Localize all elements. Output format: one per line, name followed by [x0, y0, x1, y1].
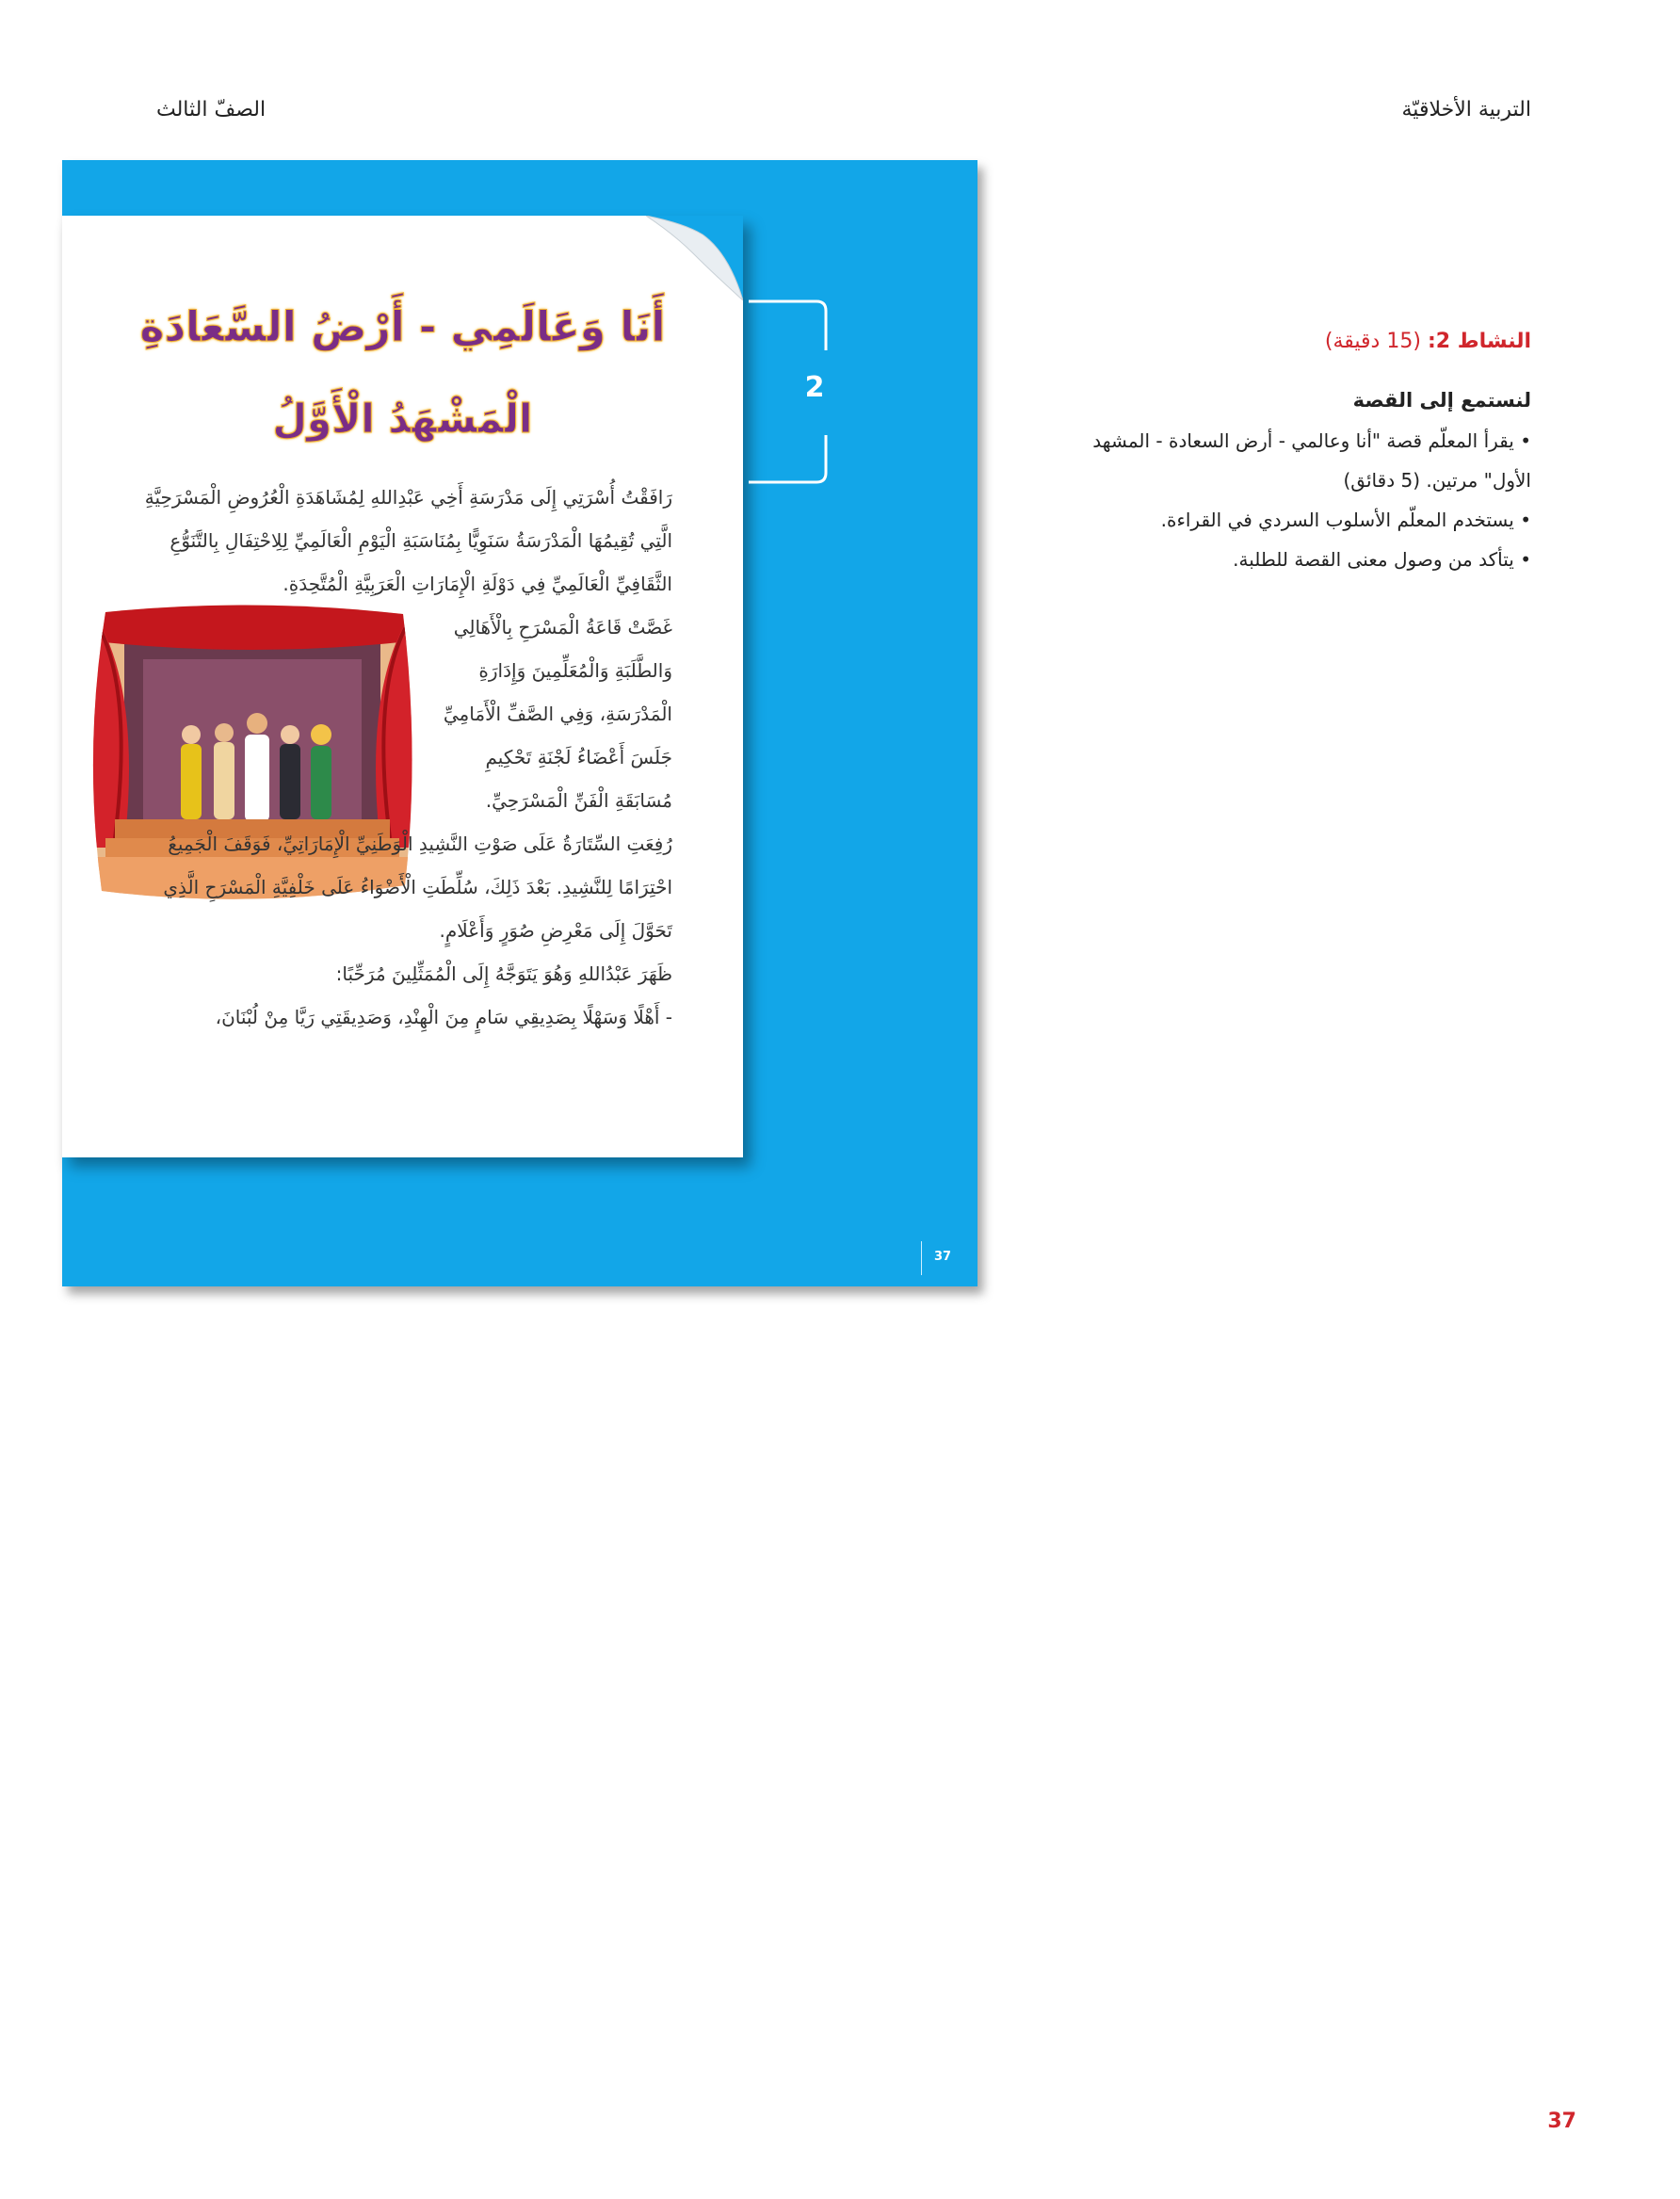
page-curl-decoration [646, 216, 743, 300]
header-grade: الصفّ الثالث [156, 98, 267, 121]
story-paragraph: غَصَّتْ قَاعَةُ الْمَسْرَحِ بِالْأَهَالِي وَالطَّلَبَةِ وَالْمُعَلِّمِينَ وَإِدَارَةِ الْمَدْرَسَةِ، وَفِي الصَّفِّ الْأَمَامِيِّ جَلَسَ أَعْضَاءُ لَجْنَةِ تَحْكِيمِ مُسَابَقَةِ الْفَنِّ الْمَسْرَحِيِّ. [443, 616, 672, 812]
page-number: 37 [1547, 2110, 1576, 2133]
story-paragraph: رَافَقْتُ أُسْرَتِي إِلَى مَدْرَسَةِ أَخِي عَبْدِاللهِ لِمُشَاهَدَةِ الْعُرُوضِ الْمَسْرَحِيَّةِ الَّتِي تُقِيمُهَا الْمَدْرَسَةُ سَنَوِيًّا بِمُنَاسَبَةِ الْيَوْمِ الْعَالَمِيِّ لِلِاحْتِفَالِ بِالتَّنَوُّعِ الثَّقَافِيِّ الْعَالَمِيِّ فِي دَوْلَةِ الْإِمَارَاتِ الْعَرَبِيَّةِ الْمُتَّحِدَةِ. [144, 486, 672, 595]
activity-duration: (15 دقيقة) [1324, 330, 1421, 353]
story-paragraph: ظَهَرَ عَبْدُاللهِ وَهُوَ يَتَوَجَّهُ إِلَى الْمُمَثِّلِينَ مُرَحِّبًا: [335, 962, 672, 985]
note-item: • يتأكد من وصول معنى القصة للطلبة. [1233, 548, 1531, 571]
note-item: • يستخدم المعلّم الأسلوب السردي في القراءة. [1160, 509, 1531, 531]
notes-subheading: لنستمع إلى القصة [1352, 389, 1531, 412]
teacher-notes [1042, 330, 1531, 579]
story-text [141, 476, 672, 1039]
story-title: أَنَا وَعَالَمِي - أَرْضُ السَّعَادَةِ [139, 303, 666, 351]
note-item: • يقرأ المعلّم قصة "أنا وعالمي - أرض السعادة - المشهد الأول" مرتين. (5 دقائق) [1092, 429, 1531, 492]
story-paragraph: رُفِعَتِ السِّتَارَةُ عَلَى صَوْتِ النَّشِيدِ الْوَطَنِيِّ الْإِمَارَاتِيِّ، فَوَقَفَ الْجَمِيعُ احْتِرَامًا لِلنَّشِيدِ. بَعْدَ ذَلِكَ، سُلِّطَتِ الْأَضْوَاءُ عَلَى خَلْفِيَّةِ الْمَسْرَحِ الَّذِي تَحَوَّلَ إِلَى مَعْرِضِ صُوَرٍ وَأَعْلَامٍ. [163, 833, 672, 942]
activity-label: النشاط 2: [1427, 330, 1531, 353]
section-marker-number: 2 [804, 371, 825, 404]
activity-heading [1042, 330, 1531, 353]
header-subject: التربية الأخلاقيّة [1401, 98, 1531, 121]
story-paragraph: - أَهْلًا وَسَهْلًا بِصَدِيقِي سَامٍ مِنَ الْهِنْدِ، وَصَدِيقَتِي رَيَّا مِنْ لُبْنَانَ، [215, 1006, 672, 1028]
inner-page-divider [921, 1241, 922, 1275]
story-subtitle: الْمَشْهَدُ الْأَوَّلُ [272, 396, 533, 442]
inner-page-number: 37 [934, 1250, 952, 1264]
